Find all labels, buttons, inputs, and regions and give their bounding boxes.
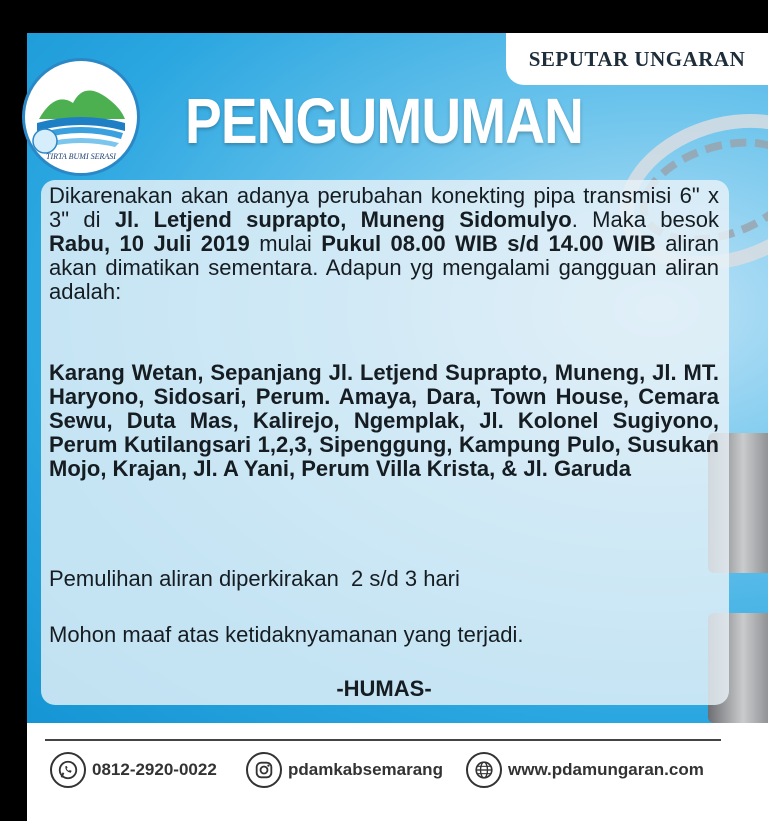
recovery-estimate: Pemulihan aliran diperkirakan 2 s/d 3 hari: [49, 566, 460, 591]
category-tag: [506, 33, 768, 85]
intro-highlight: Pukul 08.00 WIB s/d 14.00 WIB: [321, 231, 656, 256]
logo-text: TIRTA BUMI SERASI: [46, 152, 116, 161]
announcement-intro: [49, 184, 719, 304]
intro-highlight: Jl. Letjend suprapto, Muneng Sidomulyo: [114, 207, 572, 232]
contact-instagram[interactable]: [246, 752, 443, 788]
intro-text: mulai: [249, 231, 322, 256]
contact-phone[interactable]: [50, 752, 217, 788]
globe-icon: [466, 752, 502, 788]
intro-highlight: Rabu, 10 Juli 2019: [49, 231, 250, 256]
affected-areas: Karang Wetan, Sepanjang Jl. Letjend Suprapto, Muneng, Jl. MT. Haryono, Sidosari, Perum. Amaya, Dara, Town House, Cemara Sewu, Duta Mas, Kalirejo, Ngemplak, Jl. Kolonel Sugiyono, Perum Kutilangsari 1,2,3, Sipenggung, Kampung Pulo, Susukan Mojo, Krajan, Jl. A Yani, Perum Villa Krista, & Jl. Garuda: [49, 360, 719, 481]
instagram-handle: pdamkabsemarang: [288, 760, 443, 779]
category-tag-label: SEPUTAR UNGARAN: [528, 46, 746, 71]
instagram-icon: [246, 752, 282, 788]
page-title: PENGUMUMAN: [184, 85, 584, 157]
apology-text: Mohon maaf atas ketidaknyamanan yang terjadi.: [49, 622, 524, 647]
phone-number: 0812-2920-0022: [92, 760, 217, 779]
signature: -HUMAS-: [336, 676, 432, 701]
intro-text: Dikarenakan akan adanya perubahan konekting pipa transmisi 6" x 3" di: [49, 183, 719, 232]
website-url: www.pdamungaran.com: [508, 760, 704, 779]
intro-text: . Maka besok: [571, 207, 719, 232]
contact-website[interactable]: [466, 752, 704, 788]
intro-text: aliran akan dimatikan sementara. Adapun yg mengalami gangguan aliran adalah:: [49, 231, 719, 304]
whatsapp-icon: [50, 752, 86, 788]
footer-divider: [45, 739, 721, 741]
